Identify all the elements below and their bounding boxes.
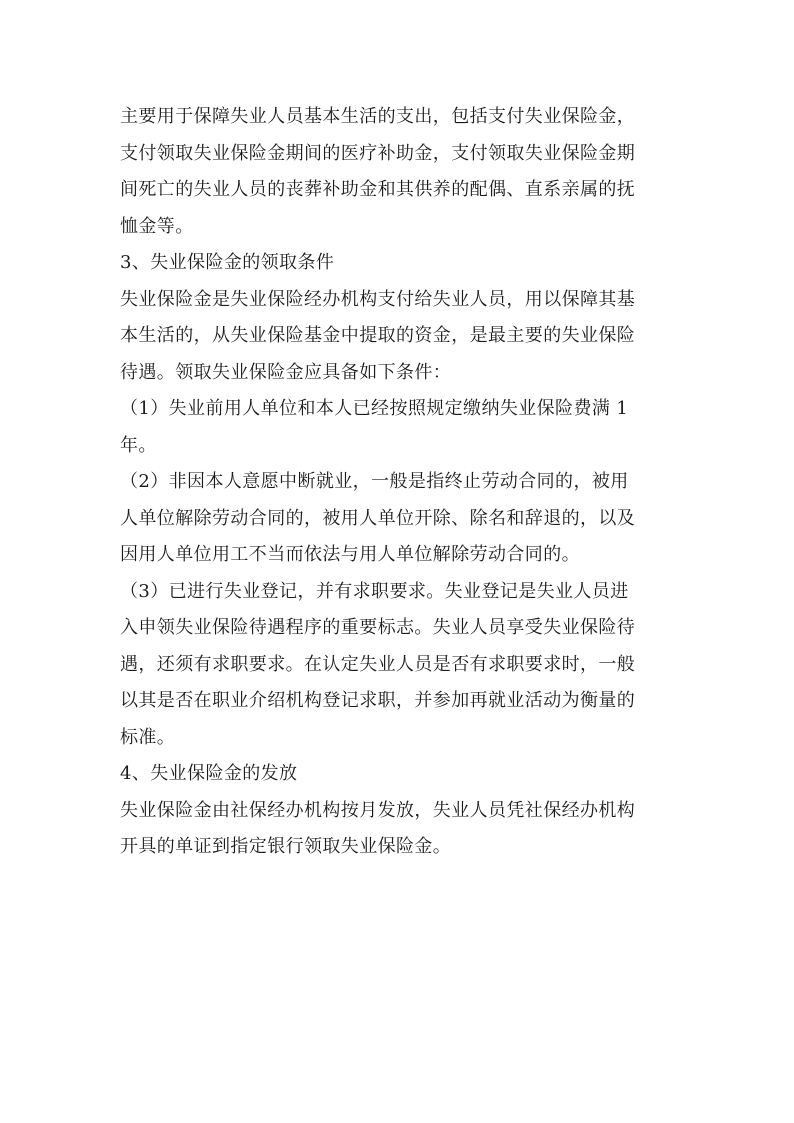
text-line: 恤金等。	[120, 215, 194, 237]
text-line: 入申领失业保险待遇程序的重要标志。失业人员享受失业保险待	[120, 617, 636, 638]
document-body	[120, 99, 680, 866]
section-heading-4	[120, 756, 680, 793]
text-line: （2）非因本人意愿中断就业，一般是指终止劳动合同的，被用	[120, 471, 629, 492]
paragraph-benefit-definition	[120, 282, 680, 392]
text-line: 主要用于保障失业人员基本生活的支出，包括支付失业保险金，	[120, 106, 636, 127]
heading-text: 3、失业保险金的领取条件	[120, 252, 335, 273]
paragraph-payment-distribution	[120, 793, 680, 866]
condition-item-2	[120, 464, 680, 574]
text-line: 标准。	[120, 726, 176, 748]
condition-item-1	[120, 391, 680, 464]
text-line: 待遇。领取失业保险金应具备如下条件：	[120, 361, 452, 383]
paragraph-fund-usage	[120, 99, 680, 245]
text-line: 因用人单位用工不当而依法与用人单位解除劳动合同的。	[120, 544, 580, 565]
text-line: 人单位解除劳动合同的，被用人单位开除、除名和辞退的，以及	[120, 507, 636, 529]
text-line: （1）失业前用人单位和本人已经按照规定缴纳失业保险费满 1	[120, 398, 629, 419]
heading-text: 4、失业保险金的发放	[120, 763, 298, 784]
text-line: 本生活的，从失业保险基金中提取的资金，是最主要的失业保险	[120, 325, 636, 346]
text-line: 失业保险金由社保经办机构按月发放，失业人员凭社保经办机构	[120, 799, 636, 821]
text-line: 开具的单证到指定银行领取失业保险金。	[120, 836, 452, 857]
text-line: 失业保险金是失业保险经办机构支付给失业人员，用以保障其基	[120, 288, 636, 310]
text-line: 遇，还须有求职要求。在认定失业人员是否有求职要求时，一般	[120, 653, 636, 675]
text-line: 年。	[120, 434, 157, 456]
text-line: 间死亡的失业人员的丧葬补助金和其供养的配偶、直系亲属的抚	[120, 179, 636, 200]
section-heading-3	[120, 245, 680, 282]
text-line: （3）已进行失业登记，并有求职要求。失业登记是失业人员进	[120, 580, 629, 602]
text-line: 以其是否在职业介绍机构登记求职，并参加再就业活动为衡量的	[120, 690, 636, 711]
text-line: 支付领取失业保险金期间的医疗补助金，支付领取失业保险金期	[120, 142, 636, 164]
condition-item-3	[120, 574, 680, 757]
